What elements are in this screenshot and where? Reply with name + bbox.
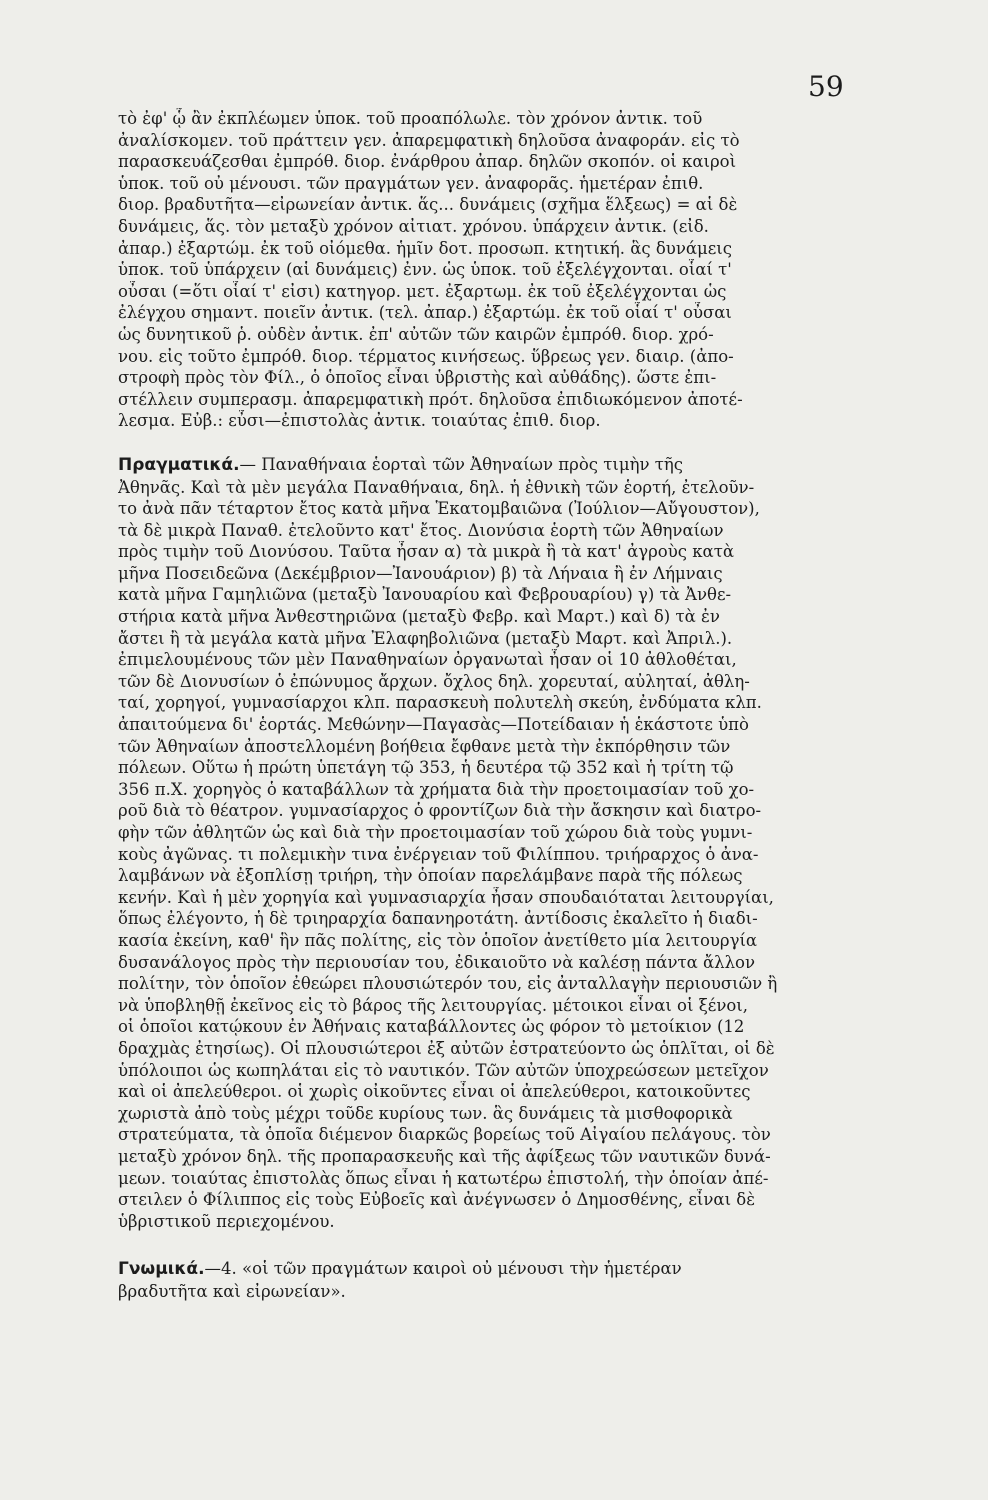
text-line: 356 π.Χ. χορηγὸς ὁ καταβάλλων τὰ χρήματα διὰ τὴν προετοιμασίαν τοῦ χο- bbox=[118, 779, 755, 799]
text-line: νὰ ὑποβληθῇ ἐκεῖνος εἰς τὸ βάρος τῆς λειτουργίας. μέτοικοι εἶναι οἱ ξένοι, bbox=[118, 995, 749, 1015]
text-line: ροῦ διὰ τὸ θέατρον. γυμνασίαρχος ὁ φροντίζων διὰ τὴν ἄσκησιν καὶ διατρο- bbox=[118, 801, 762, 821]
text-line: οἱ ὁποῖοι κατῴκουν ἐν Ἀθήναις καταβάλλοντες ὡς φόρον τὸ μετοίκιον (12 bbox=[118, 1017, 745, 1037]
text-line: ἀναλίσκομεν. τοῦ πράττειν γεν. ἀπαρεμφατικὴ δηλοῦσα ἀναφοράν. εἰς τὸ bbox=[118, 130, 740, 150]
text-line: βραδυτῆτα καὶ εἰρωνείαν». bbox=[118, 1281, 346, 1301]
text-line: τῶν Ἀθηναίων ἀποστελλομένη βοήθεια ἔφθανε μετὰ τὴν ἐκπόρθησιν τῶν bbox=[118, 736, 731, 756]
text-line: τῶν δὲ Διονυσίων ὁ ἐπώνυμος ἄρχων. ὄχλος δηλ. χορευταί, αὐληταί, ἀθλη- bbox=[118, 671, 750, 691]
text-line: κενήν. Καὶ ἡ μὲν χορηγία καὶ γυμνασιαρχία ἦσαν σπουδαιόταται λειτουργίαι, bbox=[118, 887, 774, 907]
text-line: πόλεων. Οὕτω ἡ πρώτη ὑπετάγη τῷ 353, ἡ δευτέρα τῷ 352 καὶ ἡ τρίτη τῷ bbox=[118, 758, 734, 778]
text-line: ἐλέγχου σημαντ. ποιεῖν ἀντικ. (τελ. ἀπαρ.) ἐξαρτώμ. ἐκ τοῦ οἷαί τ' οὖσαι bbox=[118, 303, 732, 323]
text-line: μεταξὺ χρόνον δηλ. τῆς προπαρασκευῆς καὶ τῆς ἀφίξεως τῶν ναυτικῶν δυνά- bbox=[118, 1146, 771, 1166]
text-line: στροφὴ πρὸς τὸν Φίλ., ὁ ὁποῖος εἶναι ὑβριστὴς καὶ αὐθάδης). ὥστε ἐπι- bbox=[118, 368, 717, 388]
text-line: στήρια κατὰ μῆνα Ἀνθεστηριῶνα (μεταξὺ Φεβρ. καὶ Μαρτ.) καὶ δ) τὰ ἐν bbox=[118, 607, 720, 627]
pragmatika-heading: Πραγματικά. bbox=[118, 454, 240, 475]
text-line: ὑβριστικοῦ περιεχομένου. bbox=[118, 1211, 335, 1231]
grammatical-notes bbox=[118, 108, 878, 432]
text-line: δραχμὰς ἐτησίως). Οἱ πλουσιώτεροι ἐξ αὐτῶν ἐστρατεύοντο ὡς ὁπλῖται, οἱ δὲ bbox=[118, 1038, 775, 1058]
text-line: μεων. τοιαύτας ἐπιστολὰς ὅπως εἶναι ἡ κατωτέρω ἐπιστολή, τὴν ὁποίαν ἀπέ- bbox=[118, 1168, 769, 1188]
text-line: ὅπως ἐλέγοντο, ἡ δὲ τριηραρχία δαπανηροτάτη. ἀντίδοσις ἐκαλεῖτο ἡ διαδι- bbox=[118, 909, 758, 929]
text-line: κατὰ μῆνα Γαμηλιῶνα (μεταξὺ Ἰανουαρίου καὶ Φεβρουαρίου) γ) τὰ Ἀνθε- bbox=[118, 585, 732, 605]
text-line: τὸ ἐφ' ᾧ ἂν ἐκπλέωμεν ὑποκ. τοῦ προαπόλωλε. τὸν χρόνον ἀντικ. τοῦ bbox=[118, 109, 703, 128]
text-line: δυνάμεις, ἅς. τὸν μεταξὺ χρόνον αἰτιατ. χρόνου. ὑπάρχειν ἀντικ. (εἰδ. bbox=[118, 216, 709, 236]
gnomika-heading: Γνωμικά. bbox=[118, 1259, 205, 1280]
text-line bbox=[118, 1258, 878, 1281]
text-line: στειλεν ὁ Φίλιππος εἰς τοὺς Εὐβοεῖς καὶ ἀνέγνωσεν ὁ Δημοσθένης, εἶναι δὲ bbox=[118, 1190, 756, 1210]
text-line: κοὺς ἀγῶνας. τι πολεμικὴν τινα ἐνέργειαν τοῦ Φιλίππου. τριήραρχος ὁ ἀνα- bbox=[118, 844, 759, 864]
text-line: παρασκευάζεσθαι ἐμπρόθ. διορ. ἐνάρθρου ἀπαρ. δηλῶν σκοπόν. οἱ καιροὶ bbox=[118, 152, 737, 172]
text-line: στρατεύματα, τὰ ὁποῖα διέμενον διαρκῶς βορείως τοῦ Αἰγαίου πελάγους. τὸν bbox=[118, 1125, 771, 1145]
text-line: λεσμα. Εὐβ.: εὖσι—ἐπιστολὰς ἀντικ. τοιαύτας ἐπιθ. διορ. bbox=[118, 411, 601, 431]
pragmatika-section bbox=[118, 454, 878, 1232]
text-line: το ἀνὰ πᾶν τέταρτον ἔτος κατὰ μῆνα Ἑκατομβαιῶνα (Ἰούλιον—Αὔγουστον), bbox=[118, 499, 760, 519]
text-line: κασία ἐκείνη, καθ' ἣν πᾶς πολίτης, εἰς τὸν ὁποῖον ἀνετίθετο μία λειτουργία bbox=[118, 930, 758, 950]
text-line: ὡς δυνητικοῦ ῥ. οὐδὲν ἀντικ. ἐπ' αὐτῶν τῶν καιρῶν ἐμπρόθ. διορ. χρό- bbox=[118, 324, 714, 344]
text-line: χωριστὰ ἀπὸ τοὺς μέχρι τοῦδε κυρίους των. ἃς δυνάμεις τὰ μισθοφορικὰ bbox=[118, 1103, 733, 1123]
text-line: ἀπαρ.) ἐξαρτώμ. ἐκ τοῦ οἰόμεθα. ἡμῖν δοτ. προσωπ. κτητική. ἃς δυνάμεις bbox=[118, 238, 732, 258]
gnomika-first-line: —4. «οἱ τῶν πραγμάτων καιροὶ οὐ μένουσι τὴν ἡμετέραν bbox=[204, 1259, 682, 1279]
text-line: λαμβάνων νὰ ἐξοπλίσῃ τριήρη, τὴν ὁποίαν παρελάμβανε παρὰ τῆς πόλεως bbox=[118, 866, 743, 886]
text-line: ταί, χορηγοί, γυμνασίαρχοι κλπ. παρασκευὴ πολυτελὴ σκεύη, ἐνδύματα κλπ. bbox=[118, 693, 762, 713]
text-line: δυσανάλογος πρὸς τὴν περιουσίαν του, ἐδικαιοῦτο νὰ καλέσῃ πάντα ἄλλον bbox=[118, 952, 756, 972]
text-line: πολίτην, τὸν ὁποῖον ἐθεώρει πλουσιώτερόν του, εἰς ἀνταλλαγὴν περιουσιῶν ἢ bbox=[118, 974, 778, 994]
text-line: ὑπόλοιποι ὡς κωπηλάται εἰς τὸ ναυτικόν. Τῶν αὐτῶν ὑποχρεώσεων μετεῖχον bbox=[118, 1060, 769, 1080]
page-number: 59 bbox=[808, 70, 844, 103]
gnomika-section bbox=[118, 1258, 878, 1302]
text-line: ἀπαιτούμενα δι' ἑορτάς. Μεθώνην—Παγασὰς—Ποτείδαιαν ἡ ἑκάστοτε ὑπὸ bbox=[118, 715, 749, 735]
pragmatika-first-line: — Παναθήναια ἑορταὶ τῶν Ἀθηναίων πρὸς τιμὴν τῆς bbox=[239, 454, 683, 474]
text-line: οὖσαι (=ὅτι οἷαί τ' εἰσι) κατηγορ. μετ. ἐξαρτωμ. ἐκ τοῦ ἐξελέγχονται ὡς bbox=[118, 281, 727, 301]
text-line: καὶ οἱ ἀπελεύθεροι. οἱ χωρὶς οἰκοῦντες εἶναι οἱ ἀπελεύθεροι, κατοικοῦντες bbox=[118, 1082, 751, 1102]
text-line: ὑποκ. τοῦ ὑπάρχειν (αἱ δυνάμεις) ἐνν. ὡς ὑποκ. τοῦ ἐξελέγχονται. οἷαί τ' bbox=[118, 260, 732, 280]
text-line: μῆνα Ποσειδεῶνα (Δεκέμβριον—Ἰανουάριον) β) τὰ Λήναια ἢ ἐν Λήμναις bbox=[118, 563, 723, 583]
text-line bbox=[118, 454, 878, 477]
text-line: Ἀθηνᾶς. Καὶ τὰ μὲν μεγάλα Παναθήναια, δηλ. ἡ ἐθνικὴ τῶν ἑορτή, ἐτελοῦν- bbox=[118, 477, 755, 497]
text-line: νου. εἰς τοῦτο ἐμπρόθ. διορ. τέρματος κινήσεως. ὕβρεως γεν. διαιρ. (ἀπο- bbox=[118, 346, 734, 366]
text-line: ἄστει ἢ τὰ μεγάλα κατὰ μῆνα Ἐλαφηβολιῶνα (μεταξὺ Μαρτ. καὶ Ἀπριλ.). bbox=[118, 628, 733, 648]
text-line: τὰ δὲ μικρὰ Παναθ. ἐτελοῦντο κατ' ἔτος. Διονύσια ἑορτὴ τῶν Ἀθηναίων bbox=[118, 520, 724, 540]
text-line: φὴν τῶν ἀθλητῶν ὡς καὶ διὰ τὴν προετοιμασίαν τοῦ χώρου διὰ τοὺς γυμνι- bbox=[118, 823, 753, 842]
text-line: διορ. βραδυτῆτα—εἰρωνείαν ἀντικ. ἅς... δυνάμεις (σχῆμα ἕλξεως) = αἱ δὲ bbox=[118, 195, 738, 215]
text-line: στέλλειν συμπερασμ. ἀπαρεμφατικὴ πρότ. δηλοῦσα ἐπιδιωκόμενον ἀποτέ- bbox=[118, 389, 743, 409]
text-line: ἐπιμελουμένους τῶν μὲν Παναθηναίων ὀργανωταὶ ἦσαν οἱ 10 ἀθλοθέται, bbox=[118, 650, 737, 670]
page-content bbox=[118, 108, 878, 1324]
text-line: πρὸς τιμὴν τοῦ Διονύσου. Ταῦτα ἦσαν α) τὰ μικρὰ ἢ τὰ κατ' ἀγροὺς κατὰ bbox=[118, 542, 734, 562]
text-line: ὑποκ. τοῦ οὐ μένουσι. τῶν πραγμάτων γεν. ἀναφορᾶς. ἡμετέραν ἐπιθ. bbox=[118, 173, 704, 193]
